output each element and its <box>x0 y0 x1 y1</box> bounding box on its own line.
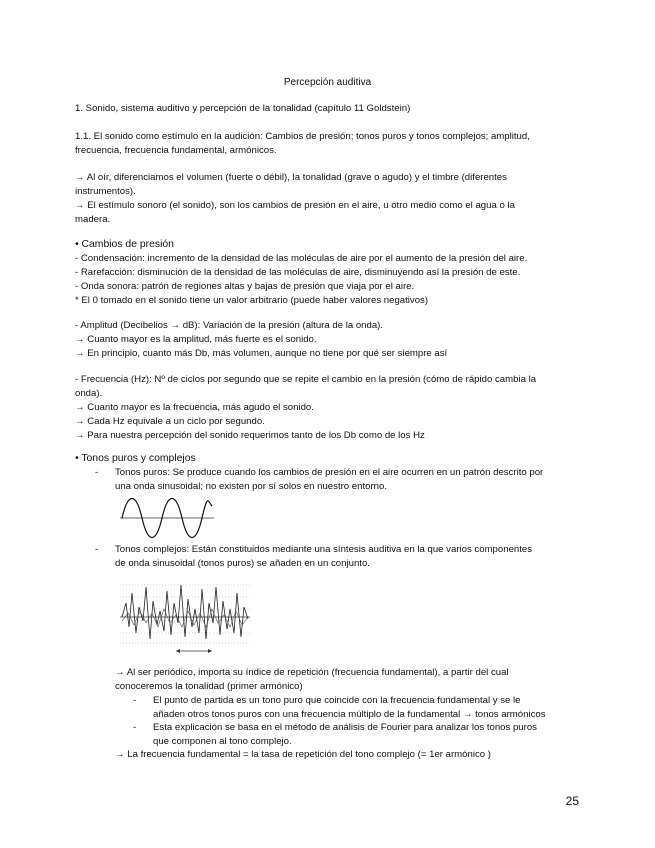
frequency-section: - Frecuencia (Hz): Nº de ciclos por segundo que se repite el cambio en la presión (cómo de rápido cambia la onda). → Cuanto mayor es la frecuencia, más agudo el sonido. → Cada Hz equivale a un ciclo por segundo. → Para nuestra percepción del sonido requerimos tanto de los Db como de los Hz <box>75 374 537 441</box>
harmonics-item: - El punto de partida es un tono puro que coincide con la frecuencia fundamental y se le añaden otros tonos puros con una frecuencia múltiplo de la fundamental → tonos armónicos <box>133 695 546 720</box>
section-1-1-heading: 1.1. El sonido como estímulo en la audición: Cambios de presión; tonos puros y tonos complejos; amplitud, frecuencia, frecuencia fundamental, armónicos. <box>75 131 530 156</box>
section-1-heading: 1. Sonido, sistema auditivo y percepción de la tonalidad (capítulo 11 Goldstein) <box>75 103 411 114</box>
list-dash: - <box>95 544 99 555</box>
fundamental-frequency-line: → La frecuencia fundamental = la tasa de repetición del tono complejo (= 1er armónico ) <box>115 749 491 760</box>
periodic-paragraph: → Al ser periódico, importa su índice de repetición (frecuencia fundamental), a partir del cual conoceremos la tonalidad (primer armónico) <box>115 667 509 692</box>
tones-heading: • Tonos puros y complejos <box>75 453 196 464</box>
page-title: Percepción auditiva <box>283 77 372 88</box>
intro-paragraph: → Al oír, diferenciamos el volumen (fuerte o débil), la tonalidad (grave o agudo) y el timbre (diferentes instrumentos). → El estímulo sonoro (el sonido), son los cambios de presión en el aire, u otro medio como el agua o la madera. <box>75 172 515 225</box>
pressure-section: • Cambios de presión - Condensación: incremento de la densidad de las moléculas de aire por el aumento de la presión del aire. - Rarefacción: disminución de la densidad de las moléculas de aire, disminuyendo así la presión de este. - Onda sonora: patrón de regiones altas y bajas de presión que viaja por el aire. * El 0 tomado en el sonido tiene un valor arbitrario (puede haber valores negativos) <box>75 239 528 306</box>
list-dash: - <box>95 467 99 478</box>
amplitude-section: - Amplitud (Decibelios → dB): Variación de la presión (altura de la onda). → Cuanto mayor es la amplitud, más fuerte es el sonido. → En principio, cuanto más Db, más volumen, aunque no tiene por qué ser siempre así <box>75 320 448 359</box>
list-dash: - <box>133 722 137 733</box>
fourier-item: - Esta explicación se basa en el método de análisis de Fourier para analizar los tonos puros que componen al tono complejo. <box>133 722 537 747</box>
page-number: 25 <box>565 794 579 808</box>
list-dash: - <box>133 695 137 706</box>
complex-tones-item: - Tonos complejos: Están constituidos mediante una síntesis auditiva en la que varios componentes de onda sinusoidal (tonos puros) se añaden en un conjunto. <box>95 544 533 569</box>
pure-tones-item: - Tonos puros: Se produce cuando los cambios de presión en el aire ocurren en un patrón descrito por una onda sinusoidal; no existen por sí solos en nuestro entorno. <box>95 467 544 492</box>
pure-tone-sine-wave-figure <box>118 494 216 542</box>
complex-tone-waveform-figure <box>116 573 254 657</box>
